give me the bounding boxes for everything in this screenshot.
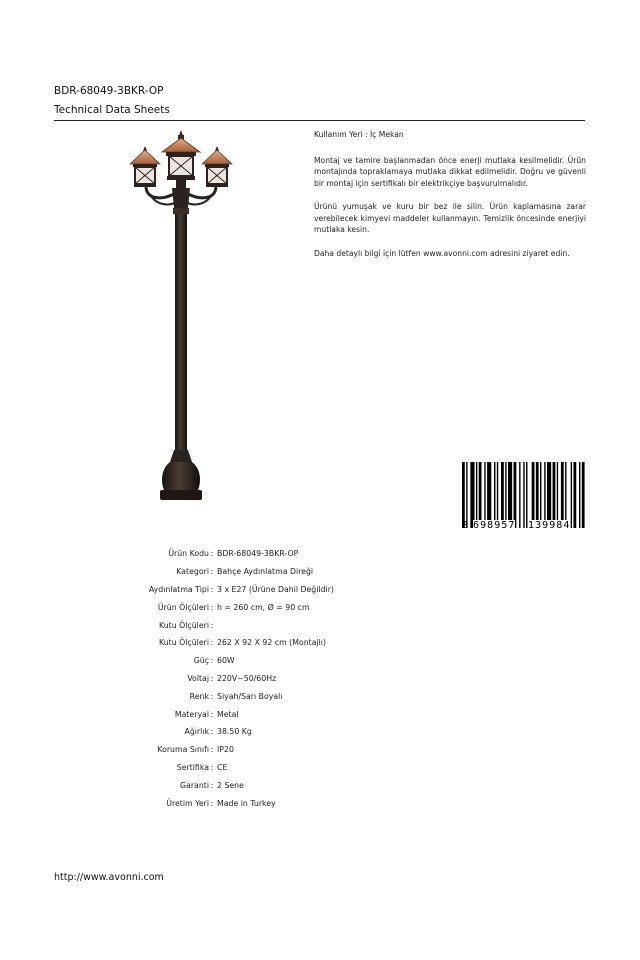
spec-row	[90, 723, 420, 741]
barcode-bar	[532, 462, 535, 528]
barcode-bar	[484, 462, 485, 528]
spec-row	[90, 670, 420, 688]
spec-row	[90, 563, 420, 581]
barcode-bar	[505, 462, 506, 528]
spec-separator: :	[210, 780, 214, 790]
spec-separator: :	[210, 656, 214, 666]
barcode-bar	[508, 462, 512, 528]
spec-label: Materyal	[174, 709, 209, 719]
barcode-bar	[487, 462, 491, 528]
spec-value: Siyah/Sarı Boyalı	[217, 691, 283, 701]
spec-separator: :	[210, 567, 214, 577]
spec-separator: :	[210, 620, 214, 630]
spec-separator: :	[210, 584, 214, 594]
lamp-post-image	[122, 128, 240, 508]
document-subtitle: Technical Data Sheets	[54, 104, 170, 116]
spec-row	[90, 545, 420, 563]
spec-value: Made in Turkey	[217, 798, 276, 808]
spec-label: Kutu Ölçüleri	[158, 620, 209, 630]
spec-separator: :	[210, 638, 214, 648]
barcode-digit-lead: 8	[462, 520, 470, 531]
info-section	[314, 129, 586, 271]
barcode-bar	[523, 462, 524, 528]
usage-location: Kullanım Yeri : İç Mekan	[314, 130, 404, 139]
barcode-bar	[479, 462, 482, 528]
spec-row	[90, 687, 420, 705]
barcode-bar	[466, 462, 467, 528]
spec-value: Bahçe Aydınlatma Direği	[217, 567, 314, 577]
barcode-bar	[497, 462, 498, 528]
spec-row	[90, 581, 420, 599]
spec-value: 2 Sene	[217, 780, 244, 790]
spec-separator: :	[210, 691, 214, 701]
spec-separator: :	[210, 762, 214, 772]
spec-label: Ürün Kodu	[168, 549, 209, 559]
spec-label: Ağırlık	[184, 727, 209, 737]
spec-separator: :	[210, 727, 214, 737]
spec-row	[90, 794, 420, 812]
spec-label: Sertifika	[176, 762, 209, 772]
spec-label: Garanti	[180, 780, 209, 790]
spec-value: BDR-68049-3BKR-OP	[217, 549, 299, 559]
spec-separator: :	[210, 798, 214, 808]
barcode-bar	[470, 462, 474, 528]
spec-separator: :	[210, 745, 214, 755]
document-header	[54, 84, 585, 121]
spec-label: Aydınlatma Tipi	[148, 584, 209, 594]
barcode-bar	[553, 462, 556, 528]
barcode-bar	[582, 462, 585, 528]
spec-value: IP20	[217, 745, 234, 755]
barcode-bar	[494, 462, 495, 528]
website-link[interactable]: http://www.avonni.com	[54, 872, 164, 883]
spec-row	[90, 616, 420, 634]
spec-label: Üretim Yeri	[166, 798, 209, 808]
barcode-bar	[571, 462, 572, 528]
spec-row	[90, 741, 420, 759]
barcode-bar	[536, 462, 539, 528]
spec-separator: :	[210, 673, 214, 683]
spec-label: Koruma Sınıfı	[157, 745, 209, 755]
spec-value: 38.50 Kg	[217, 727, 252, 737]
spec-separator: :	[210, 602, 214, 612]
barcode-bar	[547, 462, 551, 528]
barcode-bar	[579, 462, 580, 528]
barcode-bar	[544, 462, 545, 528]
spec-label: Kutu Ölçüleri	[158, 638, 209, 648]
barcode-bar	[565, 462, 566, 528]
barcode-bar	[462, 462, 465, 528]
barcode-bar	[476, 462, 477, 528]
header-divider	[54, 120, 585, 121]
product-code-title: BDR-68049-3BKR-OP	[54, 85, 164, 97]
barcode-digit-group-2: 139984	[528, 520, 571, 531]
safety-paragraph: Montaj ve tamire başlanmadan önce enerji mutlaka kesilmelidir. Ürün montajında topraklamaya mutlaka dikkat edilmelidir. Doğru ve güvenli bir montaj için sertifikalı bir elektrikçiye başvurulmalıdır.	[314, 155, 586, 188]
spec-row	[90, 598, 420, 616]
spec-label: Kategori	[176, 567, 209, 577]
barcode-bar	[573, 462, 576, 528]
cleaning-paragraph: Ürünü yumuşak ve kuru bir bez ile silin. Ürün kaplamasına zarar verebilecek kimyevi maddeler kullanmayın. Temizlik öncesinde enerjiyi mutlaka kesin.	[314, 202, 586, 234]
spec-value: 3 x E27 (Ürüne Dahil Değildir)	[217, 584, 334, 594]
barcode-bar	[514, 462, 517, 528]
barcode-bar	[561, 462, 564, 528]
spec-separator: :	[210, 709, 214, 719]
spec-table	[90, 545, 420, 812]
spec-value: CE	[217, 762, 228, 772]
spec-row	[90, 776, 420, 794]
spec-label: Ürün Ölçüleri	[157, 602, 209, 612]
spec-value: 262 X 92 X 92 cm (Montajlı)	[217, 638, 327, 648]
spec-value: Metal	[217, 709, 239, 719]
spec-label: Voltaj	[187, 673, 209, 683]
spec-value: h = 260 cm, Ø = 90 cm	[217, 602, 310, 612]
barcode-digits	[462, 520, 586, 532]
spec-label: Renk	[189, 691, 209, 701]
spec-row	[90, 652, 420, 670]
barcode-bar	[557, 462, 558, 528]
spec-value: 60W	[217, 656, 235, 666]
barcode-bar	[526, 462, 527, 528]
barcode-digit-group-1: 698957	[473, 520, 516, 531]
barcode-bar	[501, 462, 504, 528]
spec-value: 220V~50/60Hz	[217, 673, 277, 683]
spec-row	[90, 705, 420, 723]
barcode-bar	[519, 462, 520, 528]
spec-row	[90, 634, 420, 652]
barcode-bar	[540, 462, 541, 528]
spec-label: Güç	[193, 656, 209, 666]
spec-separator: :	[210, 549, 214, 559]
spec-row	[90, 759, 420, 777]
website-paragraph: Daha detaylı bilgi için lütfen www.avonni.com adresini ziyaret edin.	[314, 248, 570, 258]
